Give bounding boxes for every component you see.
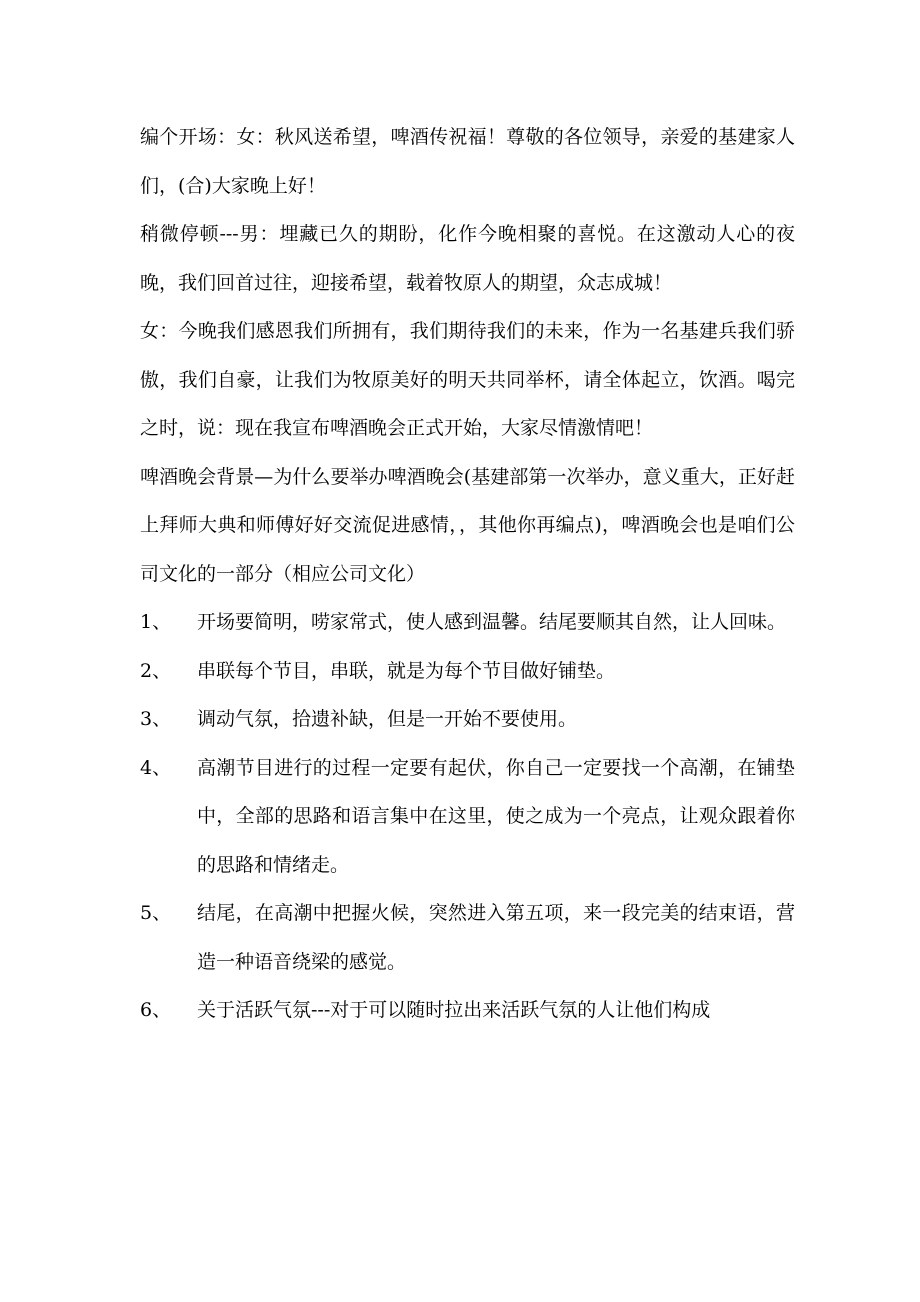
list-item <box>140 695 795 744</box>
list-item <box>140 889 795 986</box>
list-item <box>140 647 795 696</box>
paragraph-background: 啤酒晚会背景—为什么要举办啤酒晚会(基建部第一次举办，意义重大，正好赶上拜师大典和师傅好好交流促进感情，，其他你再编点)，啤酒晚会也是咱们公司文化的一部分（相应公司文化） <box>140 465 795 585</box>
list-item-number: 2、 <box>140 659 172 682</box>
document-body <box>140 113 795 1035</box>
list-item <box>140 598 795 647</box>
list-item <box>140 986 795 1035</box>
list-item-text: 结尾，在高潮中把握火候，突然进入第五项，来一段完美的结束语，营造一种语音绕梁的感觉。 <box>197 902 795 973</box>
list-item-number: 1、 <box>140 611 172 633</box>
list-item-number: 4、 <box>140 756 172 779</box>
list-item-number: 5、 <box>140 902 172 924</box>
paragraph-female-line: 女：今晚我们感恩我们所拥有，我们期待我们的未来，作为一名基建兵我们骄傲，我们自豪，让我们为牧原美好的明天共同举杯，请全体起立，饮酒。喝完之时，说：现在我宣布啤酒晚会正式开始，大家尽情激情吧！ <box>140 320 795 439</box>
list-item <box>140 744 795 890</box>
list-item-text: 开场要简明，唠家常式，使人感到温馨。结尾要顺其自然，让人回味。 <box>197 611 787 633</box>
list-item-text: 串联每个节目，串联，就是为每个节目做好铺垫。 <box>197 659 616 682</box>
list-item-number: 3、 <box>140 708 172 730</box>
paragraph-male-line: 稍微停顿---男：埋藏已久的期盼，化作今晚相聚的喜悦。在这激动人心的夜晚，我们回首过往，迎接希望，载着牧原人的期望，众志成城！ <box>140 223 795 294</box>
list-item-text: 调动气氛，拾遗补缺，但是一开始不要使用。 <box>197 708 578 730</box>
tips-list <box>140 598 795 1035</box>
list-item-text: 关于活跃气氛---对于可以随时拉出来活跃气氛的人让他们构成 <box>197 999 711 1021</box>
list-item-text: 高潮节目进行的过程一定要有起伏，你自己一定要找一个高潮，在铺垫中，全部的思路和语言集中在这里，使之成为一个亮点，让观众跟着你的思路和情绪走。 <box>197 756 795 876</box>
paragraph-opening: 编个开场：女：秋风送希望，啤酒传祝福！尊敬的各位领导，亲爱的基建家人们，(合)大家晚上好！ <box>140 126 795 197</box>
list-item-number: 6、 <box>140 999 172 1021</box>
